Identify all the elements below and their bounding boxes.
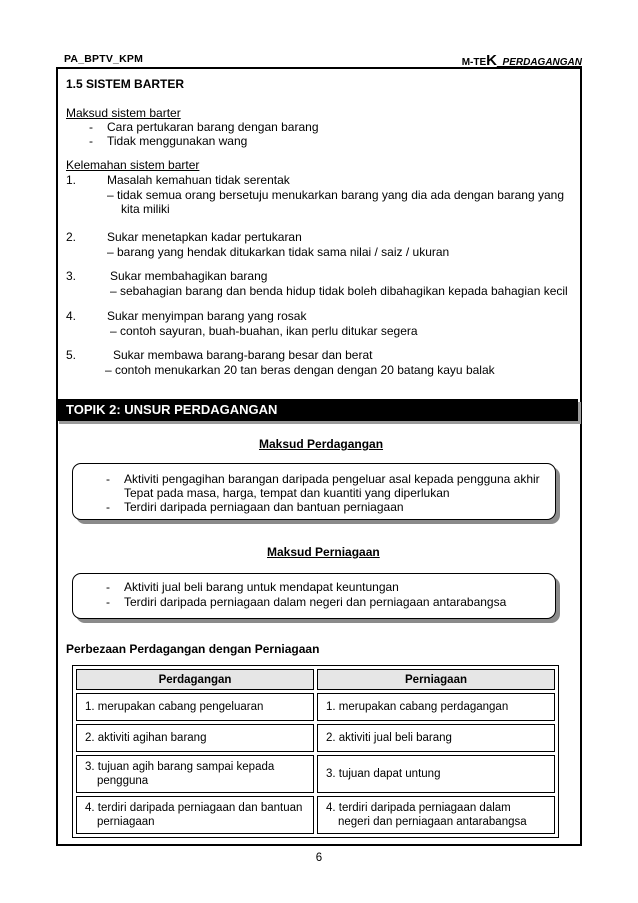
table-cell: [76, 724, 314, 752]
kelemahan-detail: – tidak semua orang bersetuju menukarkan barang yang dia ada dengan barang yang: [107, 188, 564, 202]
perdagangan-item: Aktiviti pengagihan barangan daripada pengeluar asal kepada pengguna akhir: [124, 472, 540, 486]
kelemahan-detail: – barang yang hendak ditukarkan tidak sama nilai / saiz / ukuran: [107, 245, 450, 259]
perbezaan-heading: Perbezaan Perdagangan dengan Perniagaan: [66, 642, 320, 656]
table-header-perniagaan: Perniagaan: [317, 669, 555, 690]
table-cell: [76, 693, 314, 721]
table-row: [76, 755, 555, 793]
maksud-bullet: -: [89, 120, 93, 134]
section-title: 1.5 SISTEM BARTER: [66, 77, 185, 91]
kelemahan-title: Masalah kemahuan tidak serentak: [107, 173, 290, 187]
perniagaan-bullet: -: [106, 595, 110, 609]
page-number: 6: [315, 852, 323, 864]
cell-line: 4. terdiri daripada perniagaan dan bantuan: [85, 802, 303, 814]
cell-line: pengguna: [97, 775, 149, 787]
perniagaan-item: Aktiviti jual beli barang untuk mendapat keuntungan: [124, 580, 399, 594]
comparison-table: [72, 665, 559, 838]
header-right-k: K: [486, 52, 497, 69]
kelemahan-number: 1.: [66, 173, 77, 187]
table-cell: [76, 796, 314, 834]
maksud-item: Cara pertukaran barang dengan barang: [107, 120, 319, 134]
maksud-barter-heading: Maksud sistem barter: [66, 106, 181, 120]
table-row: [76, 796, 555, 834]
kelemahan-detail: – contoh sayuran, buah-buahan, ikan perlu ditukar segera: [110, 324, 418, 338]
maksud-item: Tidak menggunakan wang: [107, 134, 248, 148]
cell-line: negeri dan perniagaan antarabangsa: [338, 816, 527, 828]
kelemahan-detail: – sebahagian barang dan benda hidup tidak boleh dibahagikan kepada bahagian kecil: [110, 284, 568, 298]
kelemahan-title: Sukar membawa barang-barang besar dan berat: [113, 348, 373, 362]
kelemahan-title: Sukar menyimpan barang yang rosak: [107, 309, 307, 323]
kelemahan-number: 4.: [66, 309, 77, 323]
table-cell: [317, 755, 555, 793]
cell-line: 4. terdiri daripada perniagaan dalam: [326, 802, 511, 814]
maksud-bullet: -: [89, 134, 93, 148]
kelemahan-number: 3.: [66, 269, 77, 283]
kelemahan-heading: Kelemahan sistem barter: [66, 158, 200, 172]
cell-line: perniagaan: [97, 816, 155, 828]
cell-line: 1. merupakan cabang perdagangan: [326, 701, 509, 713]
kelemahan-detail: – contoh menukarkan 20 tan beras dengan dengan 20 batang kayu balak: [105, 363, 495, 377]
perdagangan-item: Tepat pada masa, harga, tempat dan kuantiti yang diperlukan: [124, 486, 450, 500]
perniagaan-item: Terdiri daripada perniagaan dalam negeri dan perniagaan antarabangsa: [124, 595, 507, 609]
cell-line: 3. tujuan agih barang sampai kepada: [85, 761, 275, 773]
maksud-perdagangan-heading: Maksud Perdagangan: [259, 437, 384, 451]
kelemahan-number: 2.: [66, 230, 77, 244]
table-cell: [317, 796, 555, 834]
header-left: PA_BPTV_KPM: [64, 53, 144, 65]
header-right-prefix: M-TE: [461, 57, 487, 68]
cell-line: 2. aktiviti agihan barang: [85, 732, 207, 744]
table-row: [76, 693, 555, 721]
perniagaan-bullet: -: [106, 580, 110, 594]
table-row: [76, 724, 555, 752]
perdagangan-item: Terdiri daripada perniagaan dan bantuan perniagaan: [124, 500, 404, 514]
kelemahan-title: Sukar menetapkan kadar pertukaran: [107, 230, 302, 244]
table-header-perdagangan: Perdagangan: [76, 669, 314, 690]
cell-line: 2. aktiviti jual beli barang: [326, 732, 452, 744]
perdagangan-bullet: -: [106, 500, 110, 514]
maksud-perniagaan-heading: Maksud Perniagaan: [267, 545, 380, 559]
table-cell: [317, 724, 555, 752]
table-cell: [76, 755, 314, 793]
kelemahan-title: Sukar membahagikan barang: [110, 269, 268, 283]
header-right-suffix: _PERDAGANGAN: [496, 57, 582, 68]
kelemahan-number: 5.: [66, 348, 77, 362]
table-cell: [317, 693, 555, 721]
cell-line: 1. merupakan cabang pengeluaran: [85, 701, 264, 713]
cell-line: 3. tujuan dapat untung: [326, 768, 441, 780]
perdagangan-bullet: -: [106, 472, 110, 486]
table-header-row: [76, 669, 555, 690]
kelemahan-detail: kita miliki: [121, 202, 170, 216]
topic-title: TOPIK 2: UNSUR PERDAGANGAN: [56, 399, 578, 421]
